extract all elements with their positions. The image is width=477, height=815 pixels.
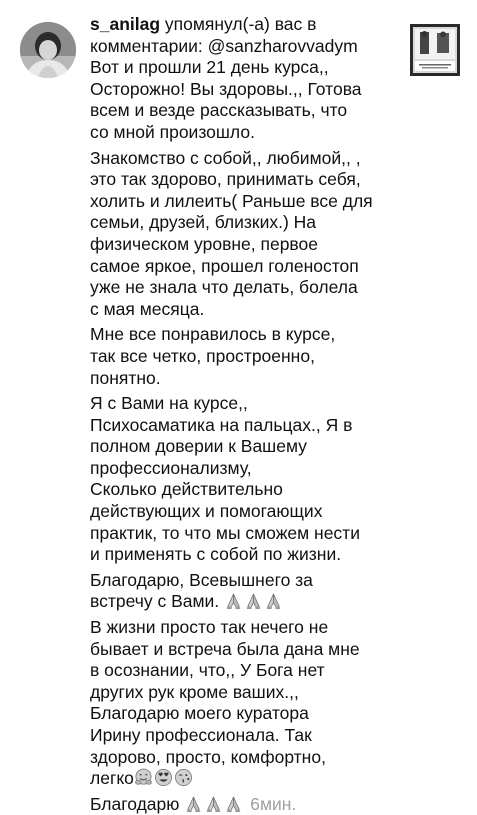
- mention-line-1: [90, 14, 390, 36]
- comment-line: встречу с Вами.: [90, 591, 220, 612]
- folded-hands-emoji-icon: [224, 591, 243, 610]
- comment-line-with-emoji: [90, 591, 390, 613]
- post-thumbnail-icon: [410, 24, 460, 76]
- comment-line-with-emoji: [90, 794, 390, 815]
- comment-line: профессионализму,: [90, 457, 252, 478]
- comment-line: Благодарю: [90, 793, 180, 814]
- comment-line: Знакомство с собой,, любимой,, ,: [90, 147, 361, 168]
- user-avatar[interactable]: [20, 22, 76, 78]
- comment-line: других рук кроме ваших.,,: [90, 681, 299, 702]
- comment-line: всем и везде рассказывать, что: [90, 100, 348, 121]
- folded-hands-emoji-icon: [224, 794, 243, 813]
- comment-line: Благодарю, Всевышнего за: [90, 569, 313, 590]
- face-blowing-kiss-emoji-icon: [174, 768, 193, 787]
- comment-line-with-emoji: [90, 768, 390, 790]
- comment-line: Ирину профессионала. Так: [90, 725, 312, 745]
- folded-hands-emoji-icon: [204, 794, 223, 813]
- comment-line: Психосаматика на пальцах., Я в: [90, 414, 353, 435]
- comment-line: практик, то что мы сможем нести: [90, 522, 360, 543]
- comment-line: так все четко, простроенно,: [90, 345, 315, 366]
- comment-line: здорово, просто, комфортно,: [90, 746, 326, 767]
- heart-eyes-emoji-icon: [154, 768, 173, 787]
- comment-line: физическом уровне, первое: [90, 233, 318, 254]
- avatar-icon: [20, 22, 76, 78]
- mention-text: упомянул(-а) вас в: [164, 14, 317, 34]
- comment-line: семьи, друзей, близких.) На: [90, 212, 317, 233]
- username-link[interactable]: s_anilag: [90, 14, 161, 34]
- folded-hands-emoji-icon: [244, 591, 263, 610]
- hugging-face-emoji-icon: [134, 768, 153, 787]
- folded-hands-emoji-icon: [264, 591, 283, 610]
- comment-line: Мне все понравилось в курсе,: [90, 324, 336, 345]
- comment-line: бывает и встреча была дана мне: [90, 638, 360, 659]
- comment-line: действующих и помогающих: [90, 501, 323, 522]
- mention-line-2: комментарии: @sanzharovvadym: [90, 35, 358, 56]
- comment-line: Благодарю моего куратора: [90, 703, 309, 724]
- comment-line: легко: [90, 768, 134, 789]
- comment-line: Я с Вами на курсе,,: [90, 393, 248, 414]
- folded-hands-emoji-icon: [184, 794, 203, 813]
- comment-line: Осторожно! Вы здоровы.,, Готова: [90, 78, 362, 99]
- comment-line: В жизни просто так нечего не: [90, 617, 329, 638]
- notification-timestamp: 6мин.: [250, 793, 297, 814]
- comment-line: и применять с собой по жизни.: [90, 544, 342, 565]
- comment-line: уже не знала что делать, болела: [90, 277, 358, 298]
- comment-line: холить и лилеить( Раньше все для: [90, 190, 373, 211]
- comment-line: самое яркое, прошел голеностоп: [90, 255, 359, 276]
- comment-line: со мной произошло.: [90, 121, 255, 142]
- comment-line: Вот и прошли 21 день курса,,: [90, 57, 329, 78]
- comment-line: Сколько действительно: [90, 479, 283, 500]
- notification-text: [90, 14, 390, 815]
- comment-line: понятно.: [90, 367, 161, 388]
- post-thumbnail[interactable]: [410, 24, 460, 76]
- comment-line: это так здорово, принимать себя,: [90, 169, 361, 190]
- comment-line: с мая месяца.: [90, 298, 205, 319]
- comment-line: в осознании, что,, У Бога нет: [90, 660, 325, 681]
- comment-line: полном доверии к Вашему: [90, 436, 307, 457]
